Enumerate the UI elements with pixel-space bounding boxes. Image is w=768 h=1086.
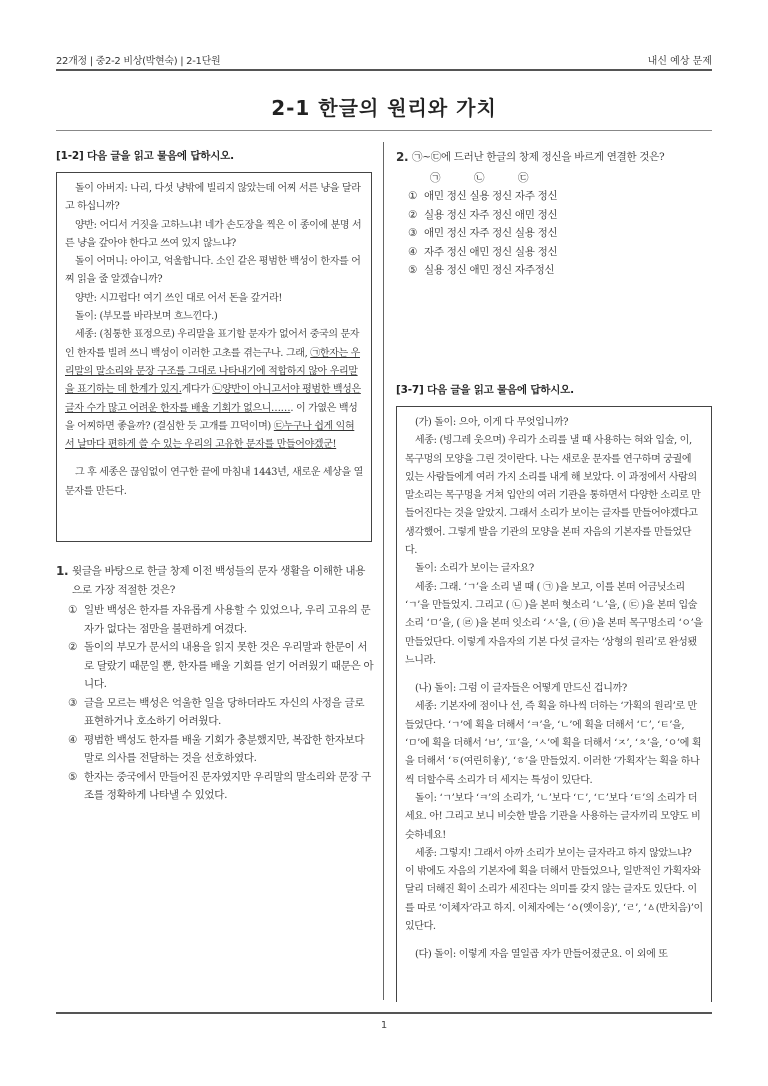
underline-b: ㉡양반이 아니고서야 평범한 백성은 글자 수가 많고 어려운 한자를 배울 기회가 없으니…… <box>65 384 361 414</box>
option-text: 애민 정신 자주 정신 실용 정신 <box>424 227 558 239</box>
answer-option[interactable] <box>408 206 712 225</box>
option-text: 자주 정신 애민 정신 실용 정신 <box>424 245 558 258</box>
option-text: 일반 백성은 한자를 자유롭게 사용할 수 있었으나, 우리 고유의 문자가 없다는 점만을 불편하게 여겼다. <box>84 604 371 635</box>
passage-1 <box>56 172 372 542</box>
header-rule <box>56 69 712 71</box>
question-number: 2. <box>396 150 409 164</box>
option-mark: ⑤ <box>68 770 78 783</box>
choice-header-c: ㉢ <box>518 171 529 184</box>
passage-2-line: (가) 돌이: 으아, 이게 다 무엇입니까? <box>415 417 569 428</box>
question-2 <box>396 148 712 280</box>
option-mark: ③ <box>408 227 418 239</box>
option-mark: ① <box>408 190 418 202</box>
answer-option[interactable] <box>408 187 712 206</box>
option-mark: ④ <box>68 733 78 746</box>
answer-option[interactable] <box>68 601 374 638</box>
answer-option[interactable] <box>68 731 374 768</box>
option-mark: ④ <box>408 245 418 258</box>
option-text: 돌이의 부모가 문서의 내용을 읽지 못한 것은 우리말과 한문이 서로 달랐기 때문일 뿐, 한자를 배울 기회를 얻기 어려웠기 때문은 아니다. <box>84 641 374 690</box>
passage-2-line: 돌이: 소리가 보이는 글자요? <box>415 563 534 575</box>
option-text: 실용 정신 자주 정신 애민 정신 <box>424 208 558 221</box>
passage-1-sejong: 세종: (침통한 표정으로) 우리말을 표기할 문자가 없어서 중국의 문자인 한자를 빌려 쓰니 백성이 이러한 고초를 겪는구나. 그래, ㉠한자는 우리말의 말소리와 문장 구조를 그대로 나타내기에 적합하지 않아 우리말을 표기하는 데 한계가 있지.게다가 ㉡양반이 아니고서야 평범한 백성은 글자 수가 많고 어려운 한자를 배울 기회가 없으니……. 이 가엾은 백성을 어찌하면 좋을까? (결심한 듯 고개를 끄덕이며) ㉢누구나 쉽게 익혀서 날마다 편하게 쓸 수 있는 우리의 고유한 문자를 만들어야겠군! <box>65 329 361 451</box>
question-1 <box>56 562 374 805</box>
option-text: 한자는 중국에서 만들어진 문자였지만 우리말의 말소리와 문장 구조를 정확하게 나타낼 수 있었다. <box>84 770 372 801</box>
page-title: 2-1 한글의 원리와 가치 <box>271 96 497 120</box>
column-divider <box>383 142 384 1000</box>
option-text: 애민 정신 실용 정신 자주 정신 <box>424 190 558 202</box>
passage-1-line: 양반: 시끄럽다! 여기 쓰인 대로 어서 돈을 갚거라! <box>75 292 283 304</box>
answer-option[interactable] <box>68 694 374 731</box>
option-mark: ① <box>68 604 78 616</box>
question-stem: ㉠~㉢에 드러난 한글의 창제 정신을 바르게 연결한 것은? <box>412 151 665 163</box>
question-number: 1. <box>56 564 69 578</box>
title-rule <box>56 130 712 131</box>
passage-1-line: 돌이 아버지: 나리, 다섯 냥밖에 빌리지 않았는데 어찌 서른 냥을 달라고 하십니까? <box>65 183 361 213</box>
passage-2-line: 돌이: ‘ㄱ’보다 ‘ㅋ’의 소리가, ‘ㄴ’보다 ‘ㄷ’, ‘ㄷ’보다 ‘ㅌ’의 소리가 더 세요. 아! 그리고 보니 비슷한 발음 기관을 사용하는 글자끼리 모양도 비슷하네요! <box>405 792 701 841</box>
passage-2-line: (다) 돌이: 이렇게 자음 열일곱 자가 만들어졌군요. 이 외에 또 <box>415 949 668 961</box>
passage-2-line: 세종: (빙그레 웃으며) 우리가 소리를 낼 때 사용하는 혀와 입술, 이, 목구멍의 모양을 그린 것이란다. 나는 새로운 문자를 연구하며 궁궐에 있는 사람들에게 여러 가지 소리를 내게 해 보았다. 이 과정에서 사람의 말소리는 목구멍을 거쳐 입안의 여러 기관을 통하면서 다양한 소리로 만들어진다는 것을 알았지. 그래서 소리가 보이는 글자를 만들어야겠다고 생각했어. 그렇게 발음 기관의 모양을 본떠 자음의 기본자를 만들었단다. <box>405 435 701 557</box>
passage-2-line: 세종: 그래. ‘ㄱ’을 소리 낼 때 ( ㉠ )을 보고, 이를 본떠 어금닛소리 ‘ㄱ’을 만들었지. 그리고 ( ㉡ )을 본떠 혓소리 ‘ㄴ’을, ( ㉢ )을 본떠 입술소리 ‘ㅁ’을, ( ㉣ )을 본떠 잇소리 ‘ㅅ’을, ( ㉤ )을 본떠 목구멍소리 ‘ㅇ’을 만들었단다. 이렇게 자음자의 기본 다섯 글자는 ‘상형의 원리’로 완성됐느니라. <box>405 581 703 666</box>
answer-option[interactable] <box>408 261 712 280</box>
page-number: 1 <box>380 1020 388 1031</box>
passage-2-line: (나) 돌이: 그럼 이 글자들은 어떻게 만드신 겁니까? <box>415 683 627 695</box>
option-mark: ② <box>68 641 78 653</box>
passage-2 <box>396 406 712 1002</box>
answer-option[interactable] <box>408 243 712 262</box>
underline-c: ㉢누구나 쉽게 익혀서 날마다 편하게 쓸 수 있는 우리의 고유한 문자를 만들어야겠군! <box>65 420 355 451</box>
header-exam-type: 내신 예상 문제 <box>647 56 712 67</box>
option-mark: ③ <box>68 696 78 709</box>
instruction-3-7: [3-7] 다음 글을 읽고 물음에 답하시오. <box>396 384 574 396</box>
option-text: 글을 모르는 백성은 억울한 일을 당하더라도 자신의 사정을 글로 표현하거나 호소하기 어려웠다. <box>84 696 365 727</box>
option-mark: ⑤ <box>408 264 418 276</box>
passage-2-line: 세종: 그렇지! 그래서 아까 소리가 보이는 글자라고 하지 않았느냐? 이 밖에도 자음의 기본자에 획을 더해서 만들었으나, 일반적인 가획자와 달리 더해진 획이 소리가 세진다는 의미를 갖지 않는 글자도 있단다. 이를 따로 ‘이체자’라고 하지. 이체자에는 ‘ㆁ(옛이응)’, ‘ㄹ’, ‘ㅿ(반치음)’이 있단다. <box>405 847 703 933</box>
option-text: 실용 정신 애민 정신 자주정신 <box>424 264 555 276</box>
passage-1-closing: 그 후 세종은 끊임없이 연구한 끝에 마침내 1443년, 새로운 세상을 열 문자를 만든다. <box>65 467 363 497</box>
passage-1-line: 양반: 어디서 거짓을 고하느냐! 네가 손도장을 찍은 이 종이에 분명 서른 냥을 갚아야 한다고 쓰여 있지 않느냐? <box>65 219 362 249</box>
question-stem: 윗글을 바탕으로 한글 창제 이전 백성들의 문자 생활을 이해한 내용으로 가장 적절한 것은? <box>72 565 366 596</box>
choice-header-a: ㉠ <box>430 171 441 184</box>
header-course-info: 22개정 | 중2-2 비상(박현숙) | 2-1단원 <box>56 56 221 67</box>
answer-option[interactable] <box>68 768 374 805</box>
answer-option[interactable] <box>68 638 374 694</box>
choice-header-b: ㉡ <box>474 171 485 184</box>
footer-rule <box>56 1012 712 1014</box>
option-text: 평범한 백성도 한자를 배울 기회가 충분했지만, 복잡한 한자보다 말로 의사를 전달하는 것을 선호하였다. <box>84 733 365 764</box>
option-mark: ② <box>408 208 418 221</box>
instruction-1-2: [1-2] 다음 글을 읽고 물음에 답하시오. <box>56 150 234 162</box>
answer-option[interactable] <box>408 224 712 243</box>
choice-header <box>430 169 712 188</box>
underline-a: ㉠한자는 우리말의 말소리와 문장 구조를 그대로 나타내기에 적합하지 않아 우리말을 표기하는 데 한계가 있지. <box>65 347 360 396</box>
passage-1-line: 돌이 어머니: 아이고, 억울합니다. 소인 같은 평범한 백성이 한자를 어찌 읽을 줄 알겠습니까? <box>65 256 361 286</box>
passage-1-line: 돌이: (부모를 바라보며 흐느낀다.) <box>75 311 218 323</box>
passage-2-line: 세종: 기본자에 점이나 선, 즉 획을 하나씩 더하는 ‘가획의 원리’로 만들었단다. ‘ㄱ’에 획을 더해서 ‘ㅋ’을, ‘ㄴ’에 획을 더해서 ‘ㄷ’, ‘ㅌ’을, ‘ㅁ’에 획을 더해서 ‘ㅂ’, ‘ㅍ’을, ‘ㅅ’에 획을 더해서 ‘ㅈ’, ‘ㅊ’을, ‘ㅇ’에 획을 더해서 ‘ㆆ(여린히읗)’, ‘ㅎ’을 만들었지. 이러한 ‘가획자’는 획을 하나씩 더할수록 소리가 더 세지는 특성이 있단다. <box>405 701 702 786</box>
